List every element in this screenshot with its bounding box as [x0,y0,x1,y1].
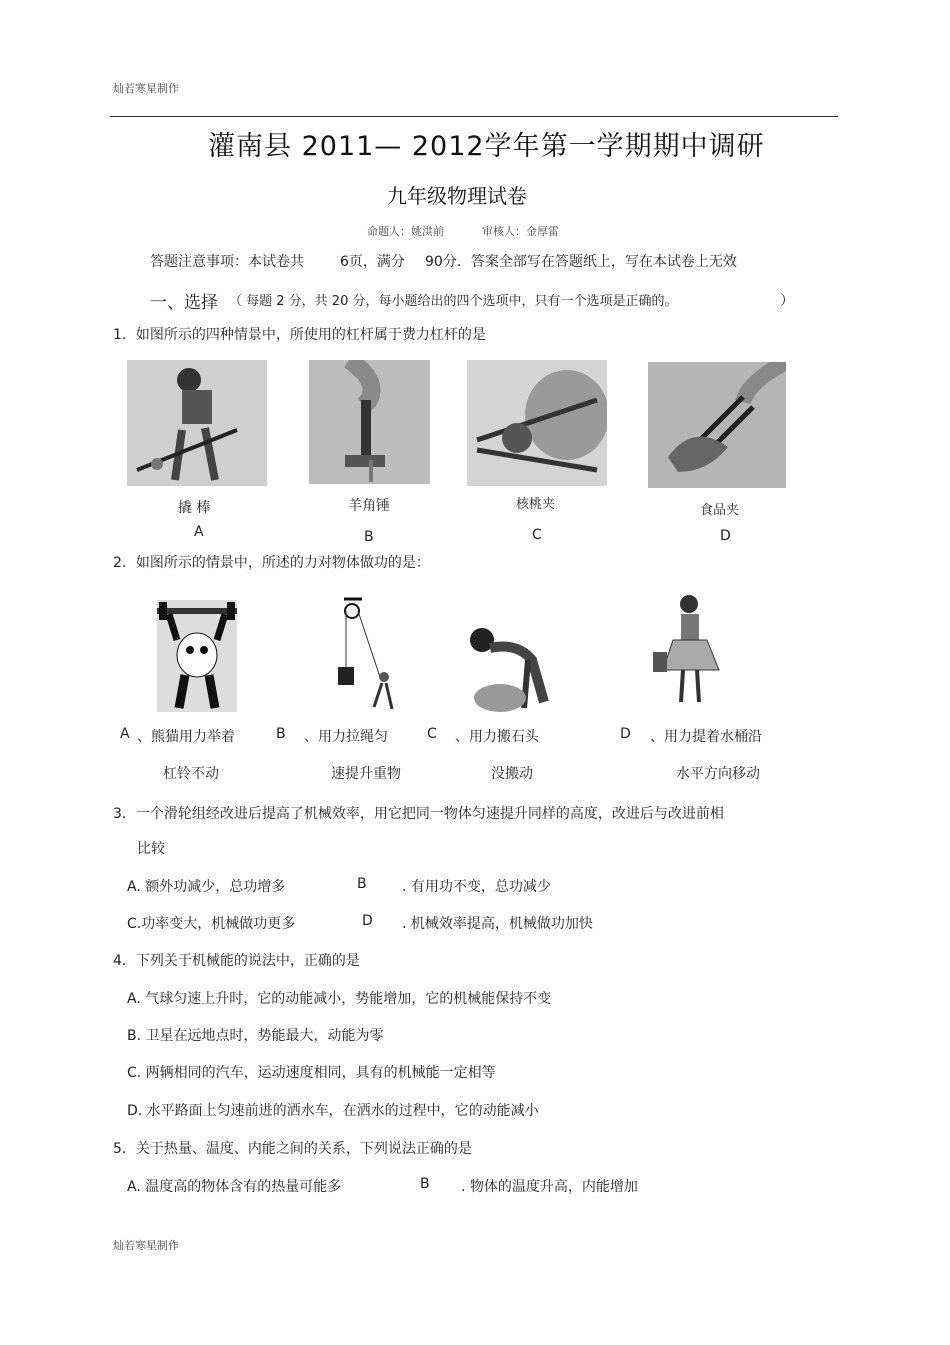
q1-letter-a: A [194,524,204,540]
q2-letter-c: C [427,726,437,742]
q5-option-a: A. 温度高的物体含有的热量可能多 [127,1179,342,1195]
q1-letter-c: C [532,527,542,543]
section-label: 一、选择 [150,293,218,313]
q5-option-b: . 物体的温度升高，内能增加 [461,1179,638,1195]
q3-letter-b: B [357,876,367,892]
q3-stem: 3．一个滑轮组经改进后提高了机械效率，用它把同一物体匀速提升同样的高度，改进后与改进前相 [113,806,724,822]
q1-caption-a: 撬 棒 [178,500,211,516]
q1-letter-d: D [720,528,731,544]
food-tongs-image [648,362,786,488]
q4-stem: 4．下列关于机械能的说法中，正确的是 [113,953,360,969]
crowbar-image [127,360,267,486]
q2-stem: 2．如图所示的情景中，所述的力对物体做功的是： [113,555,430,571]
q2-option-a-line2: 杠铃不动 [163,766,219,782]
panda-barbell-image [157,600,237,712]
q3-option-a: A. 额外功减少，总功增多 [127,879,286,895]
q1-caption-b: 羊角锤 [348,498,390,514]
footer-watermark: 灿若寒星制作 [113,1239,179,1252]
q4-option-a: A. 气球匀速上升时，它的动能减小，势能增加，它的机械能保持不变 [127,991,552,1007]
reviewer-line: 审核人：金厚雷 [482,225,559,238]
q3-option-c: C.功率变大，机械做功更多 [127,916,296,932]
page-title: 灌南县 2011— 2012学年第一学期期中调研 [208,131,765,162]
section-close-paren: ） [780,293,794,309]
q5-stem: 5．关于热量、温度、内能之间的关系，下列说法正确的是 [113,1141,472,1157]
pulley-lifting-image [322,597,402,717]
q4-option-d: D. 水平路面上匀速前进的洒水车，在洒水的过程中，它的动能减小 [127,1103,539,1119]
q1-caption-d: 食品夹 [700,503,740,518]
carrying-bucket-image [651,590,729,708]
section-description: （ 每题 2 分，共 20 分，每小题给出的四个选项中，只有一个选项是正确的。 [229,294,678,309]
author-line: 命题人：姚洪前 [367,225,444,238]
q4-option-c: C. 两辆相同的汽车，运动速度相同，具有的机械能一定相等 [127,1065,496,1081]
q2-option-d-line1: 、用力提着水桶沿 [650,729,762,745]
q2-letter-b: B [276,726,286,742]
q2-letter-a: A [120,726,130,742]
q2-option-b-line1: 、用力拉绳匀 [304,729,388,745]
notice-score: 90分．答案全部写在答题纸上，写在本试卷上无效 [425,254,737,270]
q2-option-b-line2: 速提升重物 [331,766,401,782]
q3-option-d: . 机械效率提高，机械做功加快 [402,916,593,932]
q2-option-c-line1: 、用力搬石头 [455,729,539,745]
q3-letter-d: D [362,913,373,929]
q2-letter-d: D [620,726,631,742]
notice-prefix: 答题注意事项：本试卷共 [150,254,304,270]
notice-pages: 6页，满分 [340,254,405,270]
pushing-rock-image [462,620,558,712]
q3-stem-continued: 比较 [137,841,165,857]
q2-option-a-line1: 、熊猫用力举着 [137,729,235,745]
q5-letter-b: B [420,1176,430,1192]
q2-option-d-line2: 水平方向移动 [676,766,760,782]
q4-option-b: B. 卫星在远地点时，势能最大，动能为零 [127,1028,384,1044]
header-divider [110,116,838,117]
q1-letter-b: B [364,529,374,545]
q3-option-b: . 有用功不变，总功减少 [402,879,551,895]
header-watermark: 灿若寒星制作 [113,82,179,95]
q1-caption-c: 核桃夹 [516,497,556,512]
page-subtitle: 九年级物理试卷 [387,184,527,208]
nutcracker-image [467,360,607,486]
q2-option-c-line2: 没搬动 [491,766,533,782]
q1-stem: 1．如图所示的四种情景中，所使用的杠杆属于费力杠杆的是 [113,327,486,343]
claw-hammer-image [309,360,430,484]
